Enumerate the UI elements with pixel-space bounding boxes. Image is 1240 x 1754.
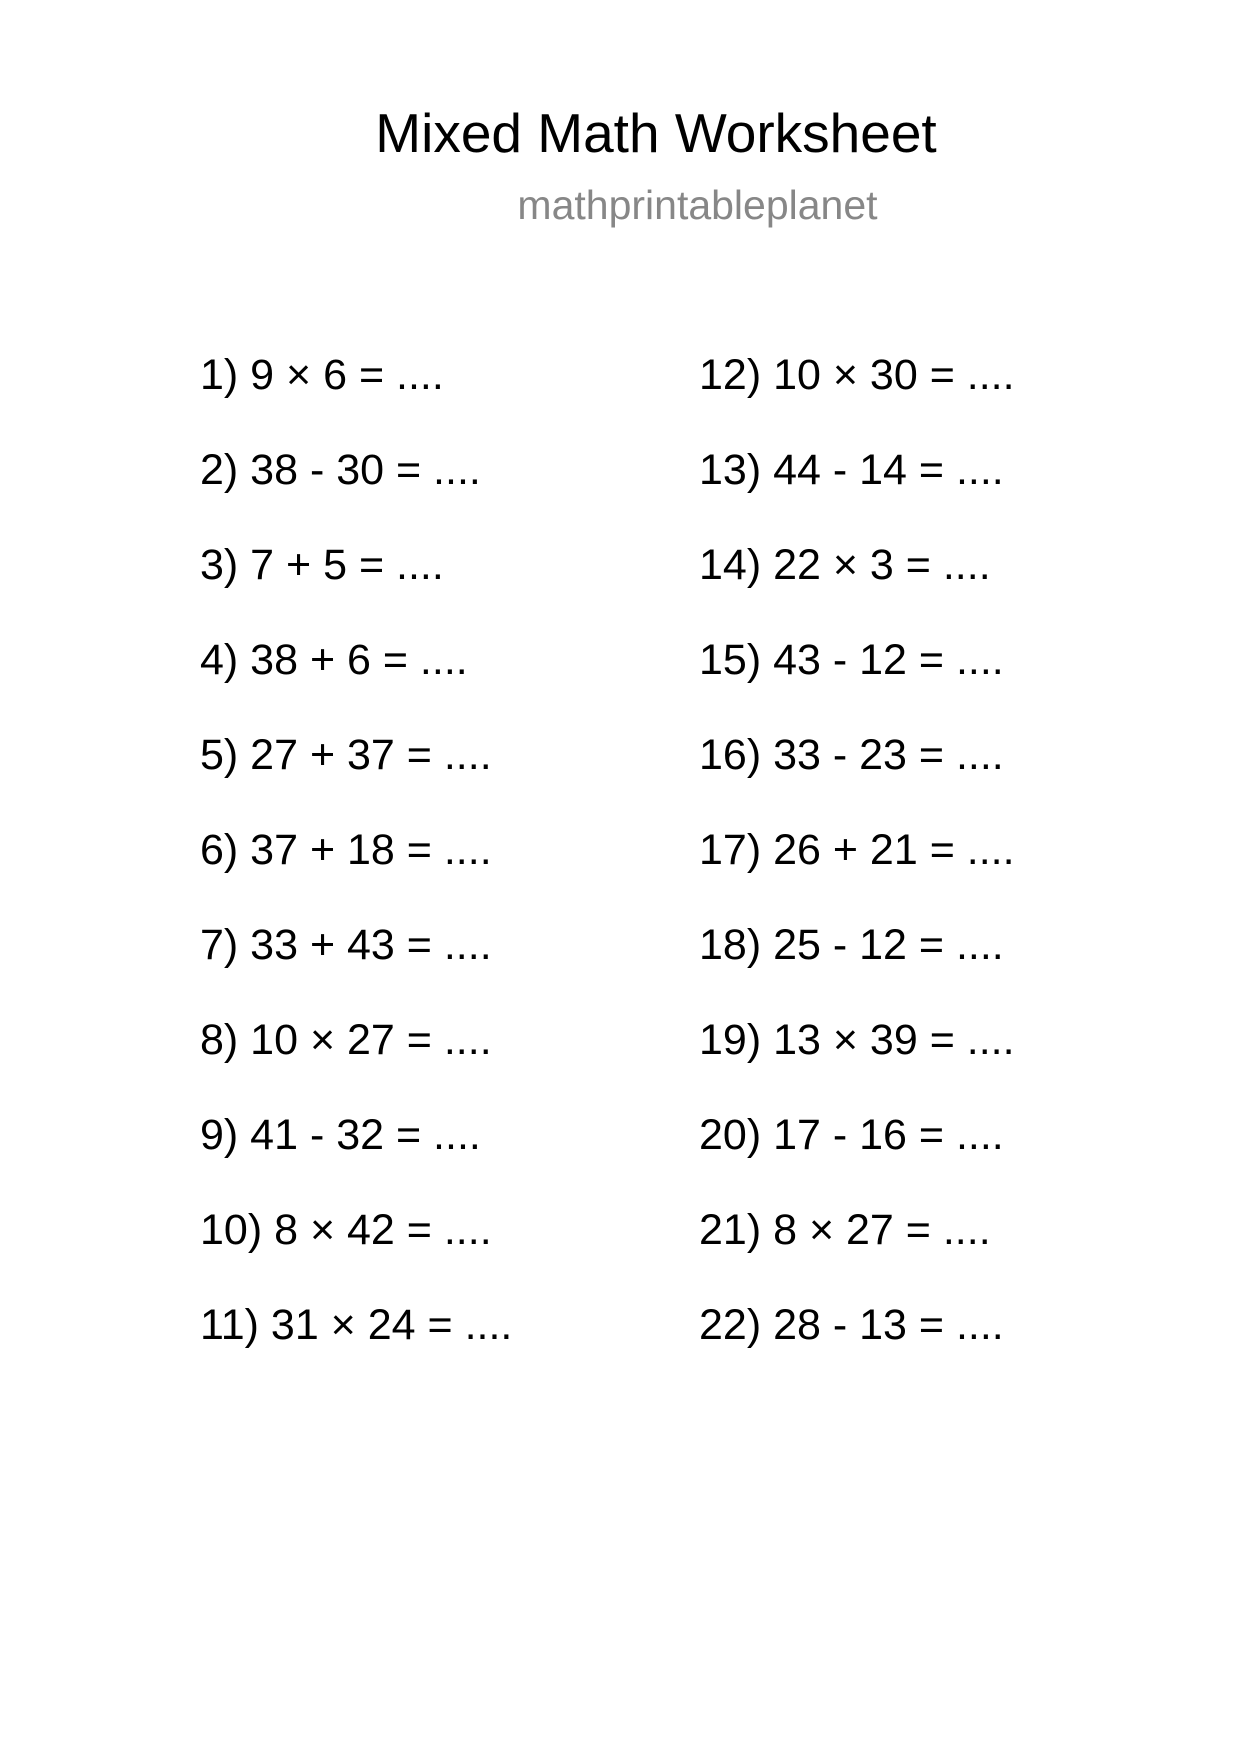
problem-20: 20) 17 - 16 = .... [699, 1111, 1004, 1159]
problem-5: 5) 27 + 37 = .... [200, 731, 492, 779]
problems-column-left [200, 349, 512, 1394]
problem-16: 16) 33 - 23 = .... [699, 731, 1004, 779]
problem-6: 6) 37 + 18 = .... [200, 826, 492, 874]
problem-22: 22) 28 - 13 = .... [699, 1301, 1004, 1349]
problem-12: 12) 10 × 30 = .... [699, 351, 1015, 399]
problem-8: 8) 10 × 27 = .... [200, 1016, 492, 1064]
worksheet-title: Mixed Math Worksheet [375, 102, 937, 164]
worksheet-subtitle: mathprintableplanet [517, 182, 878, 228]
problem-13: 13) 44 - 14 = .... [699, 446, 1004, 494]
problem-15: 15) 43 - 12 = .... [699, 636, 1004, 684]
problem-19: 19) 13 × 39 = .... [699, 1016, 1015, 1064]
problem-4: 4) 38 + 6 = .... [200, 636, 468, 684]
problem-2: 2) 38 - 30 = .... [200, 446, 481, 494]
problem-14: 14) 22 × 3 = .... [699, 541, 991, 589]
problem-3: 3) 7 + 5 = .... [200, 541, 444, 589]
problems-column-right [699, 349, 1015, 1394]
problem-9: 9) 41 - 32 = .... [200, 1111, 481, 1159]
problem-1: 1) 9 × 6 = .... [200, 351, 444, 399]
problem-17: 17) 26 + 21 = .... [699, 826, 1015, 874]
problem-7: 7) 33 + 43 = .... [200, 921, 492, 969]
problem-11: 11) 31 × 24 = .... [200, 1301, 513, 1349]
problem-21: 21) 8 × 27 = .... [699, 1206, 991, 1254]
problem-10: 10) 8 × 42 = .... [200, 1206, 492, 1254]
problem-18: 18) 25 - 12 = .... [699, 921, 1004, 969]
